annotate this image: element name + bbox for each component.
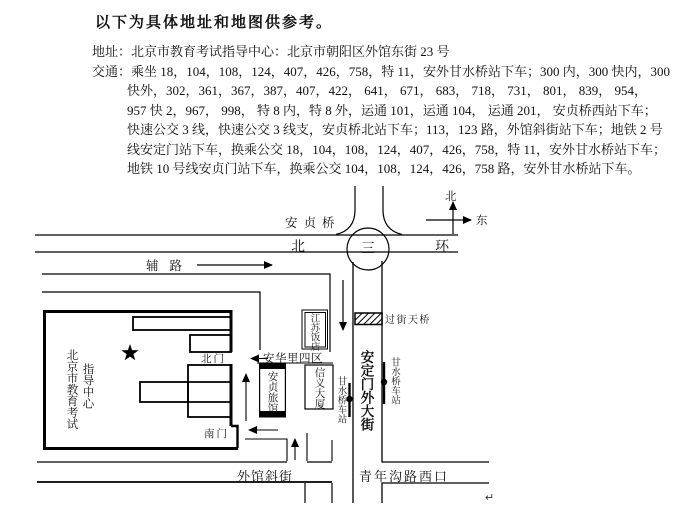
compass-north-label: 北: [445, 191, 457, 203]
campus-name-col2: 指导中心: [81, 363, 94, 409]
anhuali-street-label: 安华里四区: [263, 353, 323, 365]
transport-line: 快速公交 3 线，快速公交 3 线支，安贞桥北站下车；113，123 路，外馆斜街站下车；地铁 2 号: [127, 122, 663, 138]
south-gate-label: 南门: [204, 429, 229, 440]
ring-road-label-huan: 环: [435, 240, 449, 255]
paragraph-return-mark: ↵: [485, 492, 495, 504]
transport-line: 快外，302，361，367，387，407，422， 641， 671， 683， 718， 731， 801， 839， 954，: [127, 83, 648, 99]
ring-road: [35, 235, 458, 252]
address-line: 地址：北京市教育考试指导中心：北京市朝阳区外馆东街 23 号: [92, 44, 450, 59]
bus-stop-west: [346, 383, 352, 417]
compass-east-label: 东: [476, 215, 488, 227]
bus-stop-west-label: 甘水桥车站: [335, 376, 346, 424]
page-title: 以下为具体地址和地图供参考。: [95, 15, 334, 31]
campus-buildings: [133, 317, 231, 417]
anzhen-bridge-label: 安贞桥: [285, 216, 341, 230]
transport-line: 交通：乘坐 18，104，108，124，407，426，758，特 11，安外甘水桥站下车；300 内，300 快内，300: [92, 64, 671, 79]
anzhen-hotel-label: 安贞旅馆: [266, 371, 278, 413]
transport-line: 线安定门站下车，换乘公交 18，104，108，124，407，426，758，特 11，安外甘水桥站下车；: [127, 141, 667, 157]
xinyi-building-label: 信义大厦: [313, 367, 325, 409]
compass-icon: [426, 202, 471, 234]
ring-road-label-san: 三: [361, 242, 375, 257]
transport-line: 地铁 10 号线安贞门站下车，换乘公交 104，108，124，426，758 路，安外甘水桥站下车。: [127, 161, 641, 177]
campus-name-col1: 北京市教育考试: [65, 349, 78, 430]
jiangsu-hotel-label: 江苏饭店: [308, 312, 319, 351]
waiguan-street-label: 外馆斜街: [237, 469, 294, 484]
overpass-hatch: [355, 313, 382, 325]
side-road-label: 辅路: [146, 259, 194, 273]
bus-stop-east-label: 甘水桥车站: [389, 357, 399, 405]
transport-line: 957 快 2，967， 998， 特 8 内，特 8 外，运通 101，运通 104， 运通 201， 安贞桥西站下车；: [127, 102, 657, 118]
north-gate-label: 北门: [201, 354, 226, 365]
south-gate-lanes: [245, 430, 332, 461]
avenue-label: 安定门外大街: [358, 350, 374, 431]
side-roads: [42, 265, 343, 352]
ring-road-label-bei: 北: [291, 240, 305, 255]
overpass-label: 过街天桥: [385, 315, 431, 326]
qingniangou-street-label: 青年沟路西口: [359, 469, 450, 484]
star-marker: [121, 344, 138, 360]
